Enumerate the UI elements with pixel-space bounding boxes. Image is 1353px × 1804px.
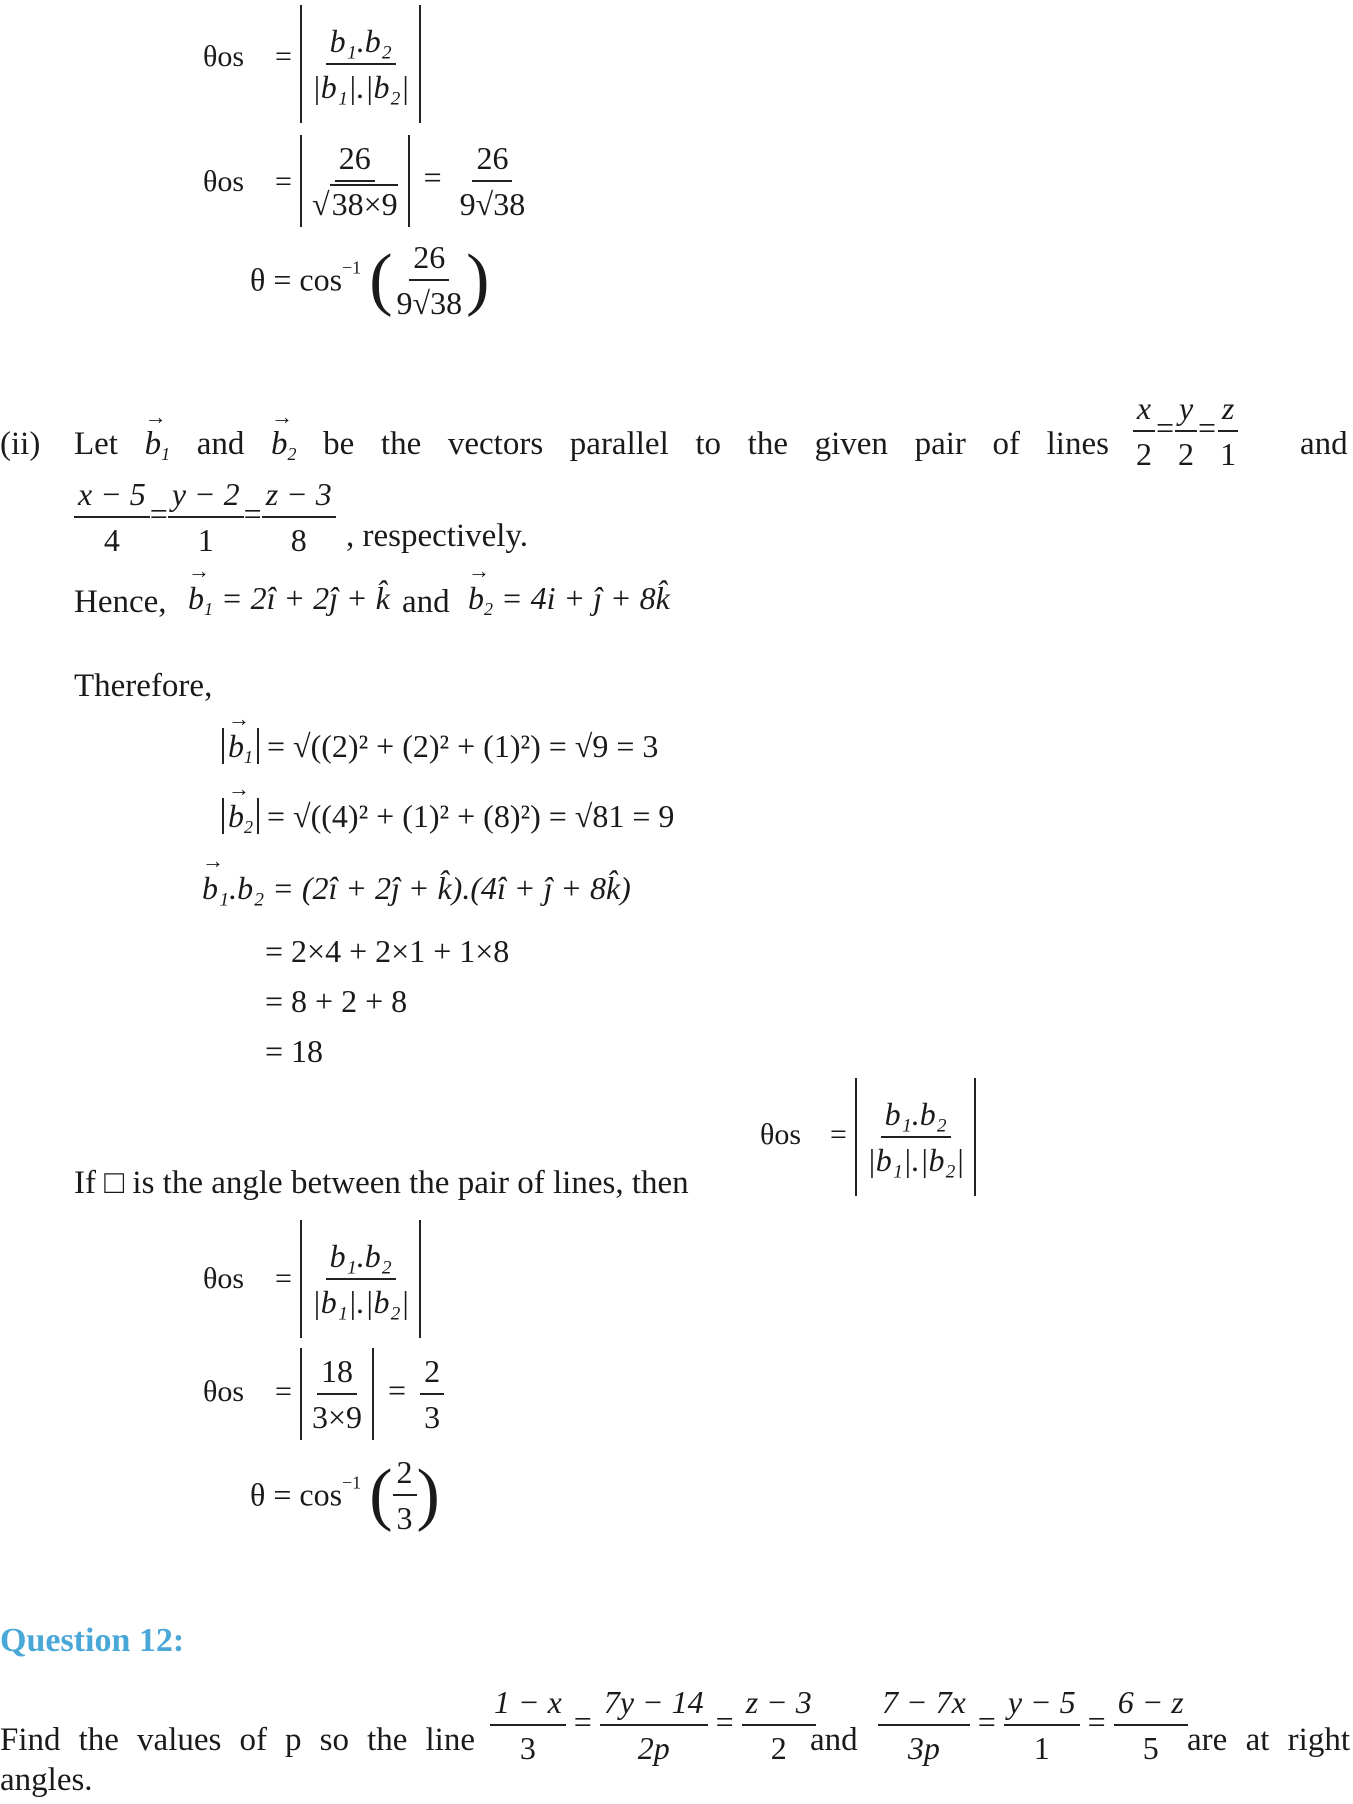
part-ii-label: (ii)	[0, 426, 41, 462]
b1-vector: → $b_1$	[145, 426, 171, 465]
b2-vector: → $b_2$	[271, 426, 297, 465]
cos-label-5: θos	[203, 1375, 245, 1408]
general-cos-fraction-2: b₁.b₂ |b₁|.|b₂|	[855, 1078, 976, 1196]
q12-and-word: and	[810, 1722, 858, 1758]
angle-sentence: If □ is the angle between the pair of lines, then	[74, 1165, 689, 1201]
cos-value-fraction-2: 18 3×9 = $\frac{2}{3}$	[300, 1348, 444, 1440]
and-word-1: and	[1300, 426, 1348, 462]
magnitude-b1: → $b_1 = √((2)^2 + (2)^2 + (1)^2) = √9 = 3$	[222, 728, 658, 768]
dot-step-3: = 18	[265, 1033, 324, 1069]
equals-5: =	[275, 1375, 292, 1408]
cos-label-4: θos	[203, 1262, 245, 1295]
cos-value-fraction-1: 26 √38×9 = $\frac{26}{9√38}$	[300, 135, 529, 227]
question-12-last-line: angles.	[0, 1762, 93, 1798]
cos-label-1: θos	[203, 40, 245, 73]
dot-step-1: = 2×4 + 2×1 + 1×8	[265, 933, 510, 969]
equals-1: =	[275, 40, 292, 73]
line1-equation: $\frac{x}{2}$ = $\frac{y}{2}$ = $\frac{z}{1}$	[1132, 386, 1240, 476]
cos-label-2: θos	[203, 165, 245, 198]
general-cos-fraction-1: b₁.b₂ |b₁|.|b₂|	[300, 5, 421, 123]
dot-step-2: = 8 + 2 + 8	[265, 983, 408, 1019]
question-12-sentence-start: Find the values of p so the line	[0, 1722, 475, 1758]
magnitude-b2: → $b_2 = √((4)^2 + (1)^2 + (8)^2) = √81 = 9$	[222, 798, 674, 838]
b2-definition: → $b_2 = 4i$ + ĵ + 8k̂	[468, 580, 670, 620]
question-12-title: Question 12:	[0, 1622, 185, 1659]
general-cos-fraction-3: b₁.b₂ |b₁|.|b₂|	[300, 1220, 421, 1338]
question-12-sentence-end: are at right	[1187, 1722, 1350, 1758]
hence-text: Hence,	[74, 584, 167, 620]
line2-equation: $\frac{x - 5}{4}$ = $\frac{y - 2}{1}$ = $\frac{z - 3}{8}$	[74, 472, 336, 562]
equals-2: =	[275, 165, 292, 198]
part-ii-sentence: Let → $b_1$ and → $b_2$ be the vectors parallel to the given pair of lines	[74, 426, 1109, 465]
b1-definition: → $b_1$ = 2î + 2ĵ + k̂	[188, 580, 390, 620]
and-word-2: and	[402, 584, 450, 620]
therefore-text: Therefore,	[74, 668, 213, 704]
q12-line1-equation: $\frac{1 - x}{3}$ = $\frac{7y - 14}{2p}$ = $\frac{z - 3}{2}$	[490, 1680, 816, 1770]
cos-label-3: θos	[760, 1118, 802, 1151]
dot-product-line: → b₁.b₂ = (2î + 2ĵ + k̂).(4î + ĵ + 8k̂)	[202, 870, 631, 907]
equals-3: =	[830, 1118, 847, 1151]
theta-result-2: $\theta = \cos^{-1}$ ( 2 3 )	[250, 1450, 440, 1540]
equals-4: =	[275, 1262, 292, 1295]
theta-result-1: $\theta = \cos^{-1}$ ( 26 9√38 )	[250, 235, 489, 325]
respectively-text: , respectively.	[346, 518, 529, 554]
q12-line2-equation: $\frac{7 - 7x}{3p}$ = $\frac{y - 5}{1}$ = $\frac{6 - z}{5}$	[878, 1680, 1188, 1770]
